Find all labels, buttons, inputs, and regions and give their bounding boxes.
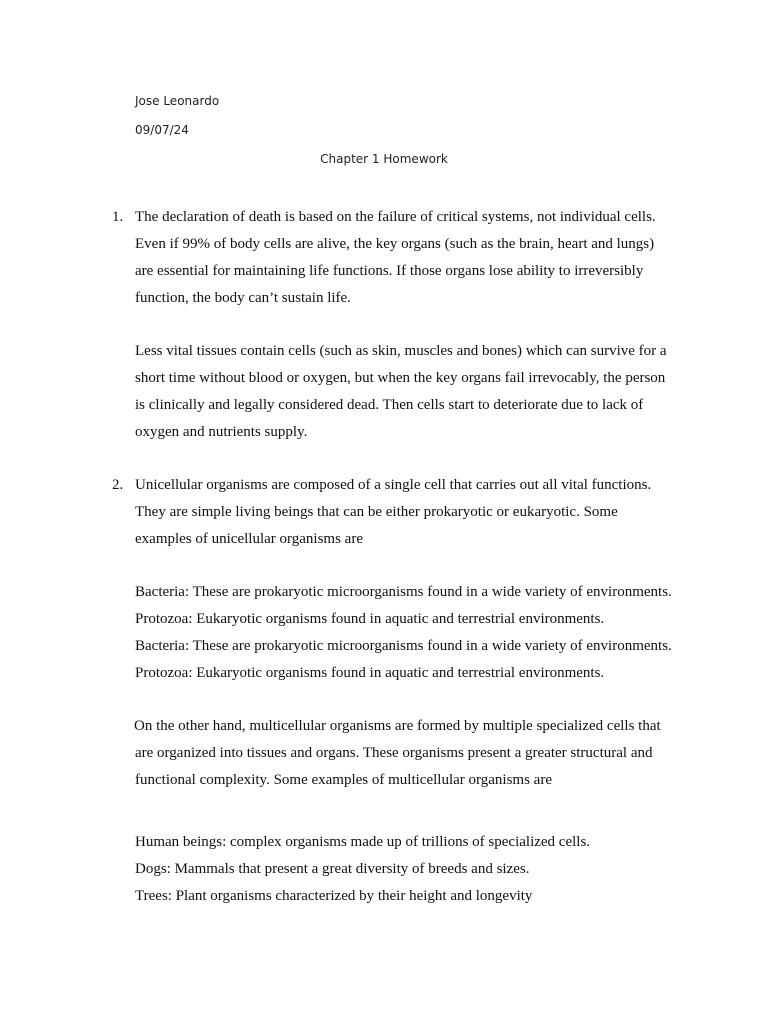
- q2-para1-line: They are simple living beings that can be either prokaryotic or eukaryotic. Some: [135, 504, 618, 520]
- q2-para1-line: Unicellular organisms are composed of a single cell that carries out all vital functions.: [135, 477, 652, 493]
- multicellular-example: Dogs: Mammals that present a great diversity of breeds and sizes.: [135, 861, 530, 877]
- q1-para1-line: are essential for maintaining life functions. If those organs lose ability to irreversibly: [135, 263, 644, 279]
- multicellular-example: Trees: Plant organisms characterized by their height and longevity: [135, 888, 533, 904]
- q1-para2-line: short time without blood or oxygen, but when the key organs fail irrevocably, the person: [135, 370, 666, 386]
- list-number-2: 2.: [112, 477, 124, 493]
- q1-para1-line: Even if 99% of body cells are alive, the key organs (such as the brain, heart and lungs): [135, 236, 655, 252]
- unicellular-example: Protozoa: Eukaryotic organisms found in aquatic and terrestrial environments.: [135, 665, 605, 681]
- unicellular-example: Protozoa: Eukaryotic organisms found in aquatic and terrestrial environments.: [135, 611, 605, 627]
- q2-para2-line: are organized into tissues and organs. These organisms present a greater structural and: [135, 745, 653, 761]
- q2-para1-line: examples of unicellular organisms are: [135, 531, 363, 547]
- q2-para2-line: On the other hand, multicellular organisms are formed by multiple specialized cells that: [134, 718, 661, 734]
- multicellular-example: Human beings: complex organisms made up of trillions of specialized cells.: [135, 834, 591, 850]
- q1-para1-line: The declaration of death is based on the failure of critical systems, not individual cells.: [135, 209, 656, 225]
- unicellular-example: Bacteria: These are prokaryotic microorganisms found in a wide variety of environments.: [135, 638, 672, 654]
- q2-para2-line: functional complexity. Some examples of multicellular organisms are: [135, 772, 552, 788]
- list-number-1: 1.: [112, 209, 124, 225]
- q1-para2-line: oxygen and nutrients supply.: [135, 424, 308, 440]
- q1-para2-line: is clinically and legally considered dead. Then cells start to deteriorate due to lack of: [135, 397, 644, 413]
- date: 09/07/24: [135, 123, 189, 137]
- author-name: Jose Leonardo: [135, 94, 220, 108]
- q1-para1-line: function, the body can’t sustain life.: [135, 290, 351, 306]
- page-title: Chapter 1 Homework: [320, 152, 448, 166]
- unicellular-example: Bacteria: These are prokaryotic microorganisms found in a wide variety of environments.: [135, 584, 672, 600]
- q1-para2-line: Less vital tissues contain cells (such as skin, muscles and bones) which can survive for a: [135, 343, 667, 359]
